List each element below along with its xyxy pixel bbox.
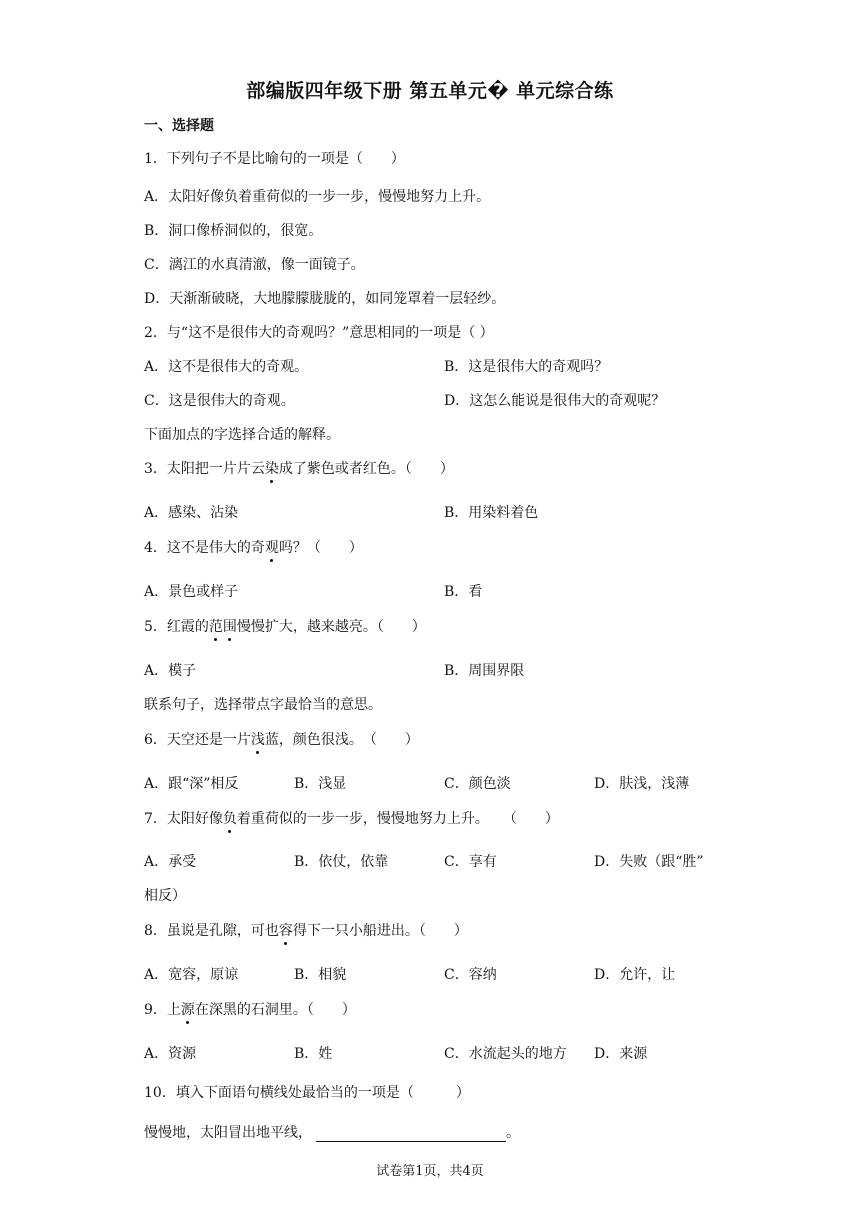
q9-dotted-char: 源 <box>181 999 195 1019</box>
q2-option-d[interactable]: D．这怎么能说是很伟大的奇观呢？ <box>444 393 666 409</box>
q6-option-c[interactable]: C．颜色淡 <box>444 776 511 792</box>
q4-option-a[interactable]: A．景色或样子 <box>144 584 239 600</box>
question-4-stem <box>144 537 363 557</box>
question-9-stem <box>144 999 356 1019</box>
question-7-stem <box>144 808 559 828</box>
q10-sentence-end: 。 <box>506 1125 520 1141</box>
q6-dotted-char: 浅 <box>251 729 265 749</box>
q7-option-b[interactable]: B．依仗，依靠 <box>294 854 389 870</box>
q9-text-post: 在深黑的石洞里。（ ） <box>194 1002 356 1018</box>
q6-text-pre: 6．天空还是一片 <box>144 732 251 748</box>
q6-option-a[interactable]: A．跟“深”相反 <box>144 776 239 792</box>
q7-option-c[interactable]: C．享有 <box>444 854 497 870</box>
q8-dotted-char: 容 <box>279 920 293 940</box>
q3-option-a[interactable]: A．感染、沾染 <box>144 505 239 521</box>
q9-text-pre: 9．上 <box>144 1002 181 1018</box>
q10-sentence: 慢慢地，太阳冒出地平线， <box>144 1125 312 1141</box>
q7-text-post: 着重荷似的一步一步，慢慢地努力上升。 （ ） <box>236 811 559 827</box>
q8-option-d[interactable]: D．允许，让 <box>594 967 676 983</box>
q5-dotted-char-2: 围 <box>223 616 237 636</box>
q8-option-b[interactable]: B．相貌 <box>294 967 347 983</box>
page-title: 部编版四年级下册 第五单元� 单元综合练 <box>246 80 614 102</box>
q2-option-a[interactable]: A．这不是很伟大的奇观。 <box>144 359 309 375</box>
q2-option-b[interactable]: B．这是很伟大的奇观吗？ <box>444 359 609 375</box>
q8-option-c[interactable]: C．容纳 <box>444 967 497 983</box>
q4-dotted-char: 观 <box>265 537 279 557</box>
q1-option-d[interactable]: D．天渐渐破晓，大地朦朦胧胧的，如同笼罩着一层轻纱。 <box>144 291 506 307</box>
sub-instruction-1: 下面加点的字选择合适的解释。 <box>144 427 340 443</box>
q9-option-a[interactable]: A．资源 <box>144 1046 197 1062</box>
q1-option-b[interactable]: B．洞口像桥洞似的，很宽。 <box>144 223 323 239</box>
question-8-stem <box>144 920 468 940</box>
section-heading: 一、选择题 <box>144 118 214 134</box>
q10-blank[interactable] <box>316 1125 506 1142</box>
q3-option-b[interactable]: B．用染料着色 <box>444 505 539 521</box>
q1-option-c[interactable]: C．漓江的水真清澈，像一面镜子。 <box>144 257 365 273</box>
question-5-stem <box>144 616 426 636</box>
q4-option-b[interactable]: B．看 <box>444 584 483 600</box>
q8-text-post: 得下一只小船进出。（ ） <box>292 923 468 939</box>
q3-text-post: 成了紫色或者红色。（ ） <box>278 461 454 477</box>
q5-option-a[interactable]: A．模子 <box>144 663 197 679</box>
question-2-stem: 2．与“这不是很伟大的奇观吗？”意思相同的一项是（ ） <box>144 325 494 341</box>
q7-option-d-continued: 相反） <box>144 888 186 904</box>
question-6-stem <box>144 729 419 749</box>
q8-text-pre: 8．虽说是孔隙，可也 <box>144 923 279 939</box>
q6-option-d[interactable]: D．肤浅，浅薄 <box>594 776 690 792</box>
q3-text-pre: 3．太阳把一片片云 <box>144 461 265 477</box>
q9-option-b[interactable]: B．姓 <box>294 1046 333 1062</box>
q6-option-b[interactable]: B．浅显 <box>294 776 347 792</box>
q4-text-pre: 4．这不是伟大的奇 <box>144 540 265 556</box>
q7-text-pre: 7．太阳好像 <box>144 811 223 827</box>
q7-option-a[interactable]: A．承受 <box>144 854 197 870</box>
q5-text-pre: 5．红霞的 <box>144 619 209 635</box>
q5-dotted-char-1: 范 <box>209 616 223 636</box>
question-3-stem <box>144 458 454 478</box>
question-1-stem: 1．下列句子不是比喻句的一项是（ ） <box>144 151 405 167</box>
q8-option-a[interactable]: A．宽容，原谅 <box>144 967 239 983</box>
q10-fill-line <box>144 1122 520 1142</box>
q5-text-post: 慢慢扩大，越来越亮。（ ） <box>236 619 426 635</box>
q5-option-b[interactable]: B．周围界限 <box>444 663 525 679</box>
sub-instruction-2: 联系句子，选择带点字最恰当的意思。 <box>144 697 382 713</box>
q9-option-d[interactable]: D．来源 <box>594 1046 648 1062</box>
q3-dotted-char: 染 <box>265 458 279 478</box>
q7-dotted-char: 负 <box>223 808 237 828</box>
q2-option-c[interactable]: C．这是很伟大的奇观。 <box>144 393 295 409</box>
question-10-stem: 10．填入下面语句横线处最恰当的一项是（ ） <box>144 1085 470 1101</box>
q1-option-a[interactable]: A．太阳好像负着重荷似的一步一步，慢慢地努力上升。 <box>144 189 491 205</box>
q7-option-d[interactable]: D．失败（跟“胜” <box>594 854 704 870</box>
page-footer: 试卷第1页，共4页 <box>376 1164 484 1179</box>
q9-option-c[interactable]: C．水流起头的地方 <box>444 1046 567 1062</box>
q6-text-post: 蓝，颜色很浅。 （ ） <box>264 732 419 748</box>
q4-text-post: 吗？（ ） <box>278 540 363 556</box>
